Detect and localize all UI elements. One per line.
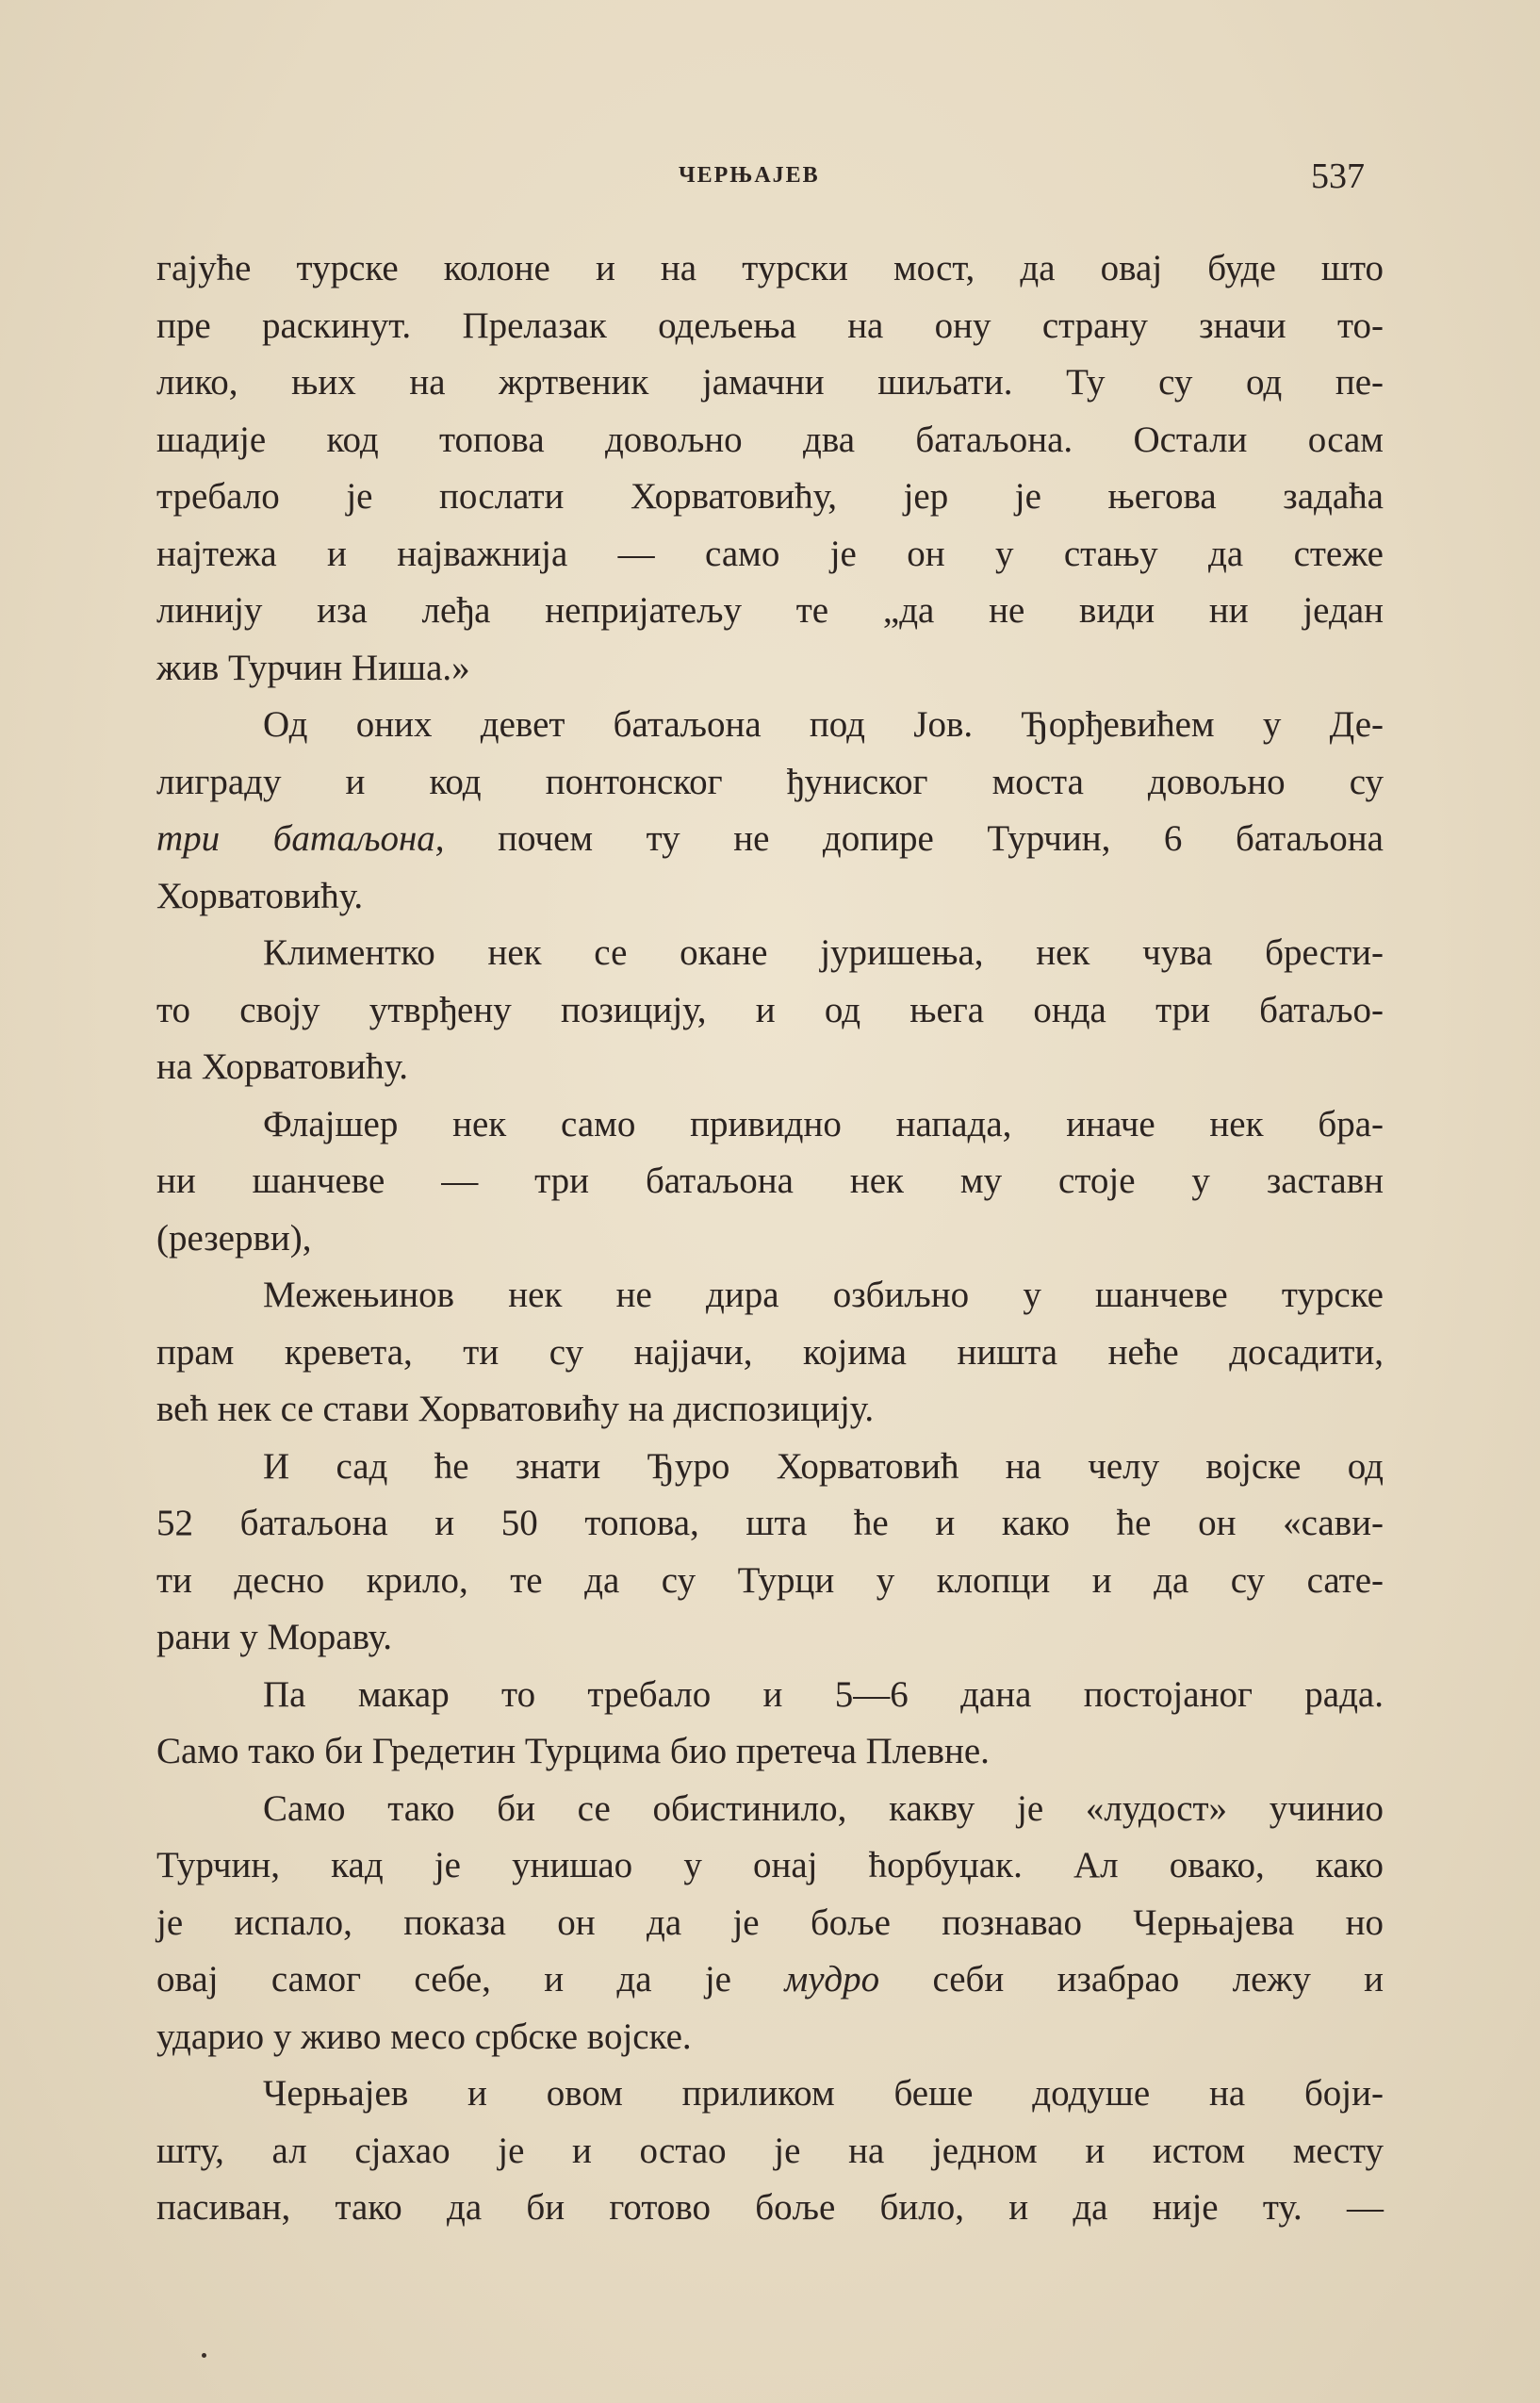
text-line: Межењинов нек не дира озбиљно у шанчеве турске <box>263 1275 1384 1315</box>
text-line: Па макар то требало и 5—6 дана постојаног рада. <box>263 1673 1384 1715</box>
text-fragment: себи изабрао лежу и <box>932 1959 1384 2000</box>
text-line: лиграду и код понтонског ђуниског моста довољно су <box>156 761 1384 802</box>
text-line: Климентко нек се окане јуришења, нек чува брести- <box>263 932 1384 973</box>
text-line: Турчин, кад је унишао у онај ћорбуџак. Ал овако, како <box>156 1845 1384 1885</box>
text-line: Од оних девет батаљона под Јов. Ђорђевићем у Де- <box>263 704 1384 745</box>
text-line: рани у Мораву. <box>156 1617 392 1657</box>
text-line: требало је послати Хорватовићу, јер је његова задаћа <box>156 476 1384 517</box>
body-text <box>156 240 1384 2237</box>
running-head <box>0 156 1540 196</box>
text-line: шадије код топова довољно два батаљона. Остали осам <box>156 419 1384 460</box>
text-line: лико, њих на жртвеник јамачни шиљати. Ту су од пе- <box>156 362 1384 403</box>
text-line-mixed <box>156 1951 1384 2009</box>
text-line: шту, ал сјахао је и остао је на једном и истом месту <box>156 2130 1384 2171</box>
text-line: најтежа и најважнија — само је он у стању да стеже <box>156 533 1384 574</box>
text-line: И сад ће знати Ђуро Хорватовић на челу војске од <box>263 1445 1384 1487</box>
paper-speck <box>202 2353 206 2358</box>
text-line: ударио у живо месо србске војске. <box>156 2016 692 2057</box>
text-line: Само тако би Гредетин Турцима био претеча Плевне. <box>156 1731 990 1771</box>
text-fragment: почем ту не допире Турчин, 6 батаљона <box>498 818 1384 859</box>
running-title: ЧЕРЊАЈЕВ <box>679 163 820 188</box>
text-fragment: овај самог себе, и да је <box>156 1959 731 2000</box>
text-line: 52 батаљона и 50 топова, шта ће и како ће он «сави- <box>156 1503 1384 1543</box>
italic-phrase: три батаљона, <box>156 818 445 859</box>
text-line: Флајшер нек само привидно напада, иначе нек бра- <box>263 1103 1384 1144</box>
text-line: је испало, показа он да је боље познавао Черњајева но <box>156 1901 1384 1943</box>
text-line: жив Турчин Ниша.» <box>156 647 470 688</box>
text-line: Черњајев и овом приликом беше додуше на боји- <box>263 2073 1384 2114</box>
text-line: гајуће турске колоне и на турски мост, да овај буде што <box>156 248 1384 288</box>
text-line: прам кревета, ти су најјачи, којима ништа неће досадити, <box>156 1331 1384 1373</box>
page-number: 537 <box>1311 156 1365 196</box>
text-line: Само тако би се обистинило, какву је «лудост» учинио <box>263 1787 1384 1829</box>
text-line: ни шанчеве — три батаљона нек му стоје у заставн <box>156 1160 1384 1201</box>
italic-phrase: мудро <box>784 1959 880 2000</box>
text-line: (резерви), <box>156 1217 312 1259</box>
text-line: линију иза леђа непријатељу те „да не види ни један <box>156 590 1384 631</box>
text-line: већ нек се стави Хорватовићу на диспозицију. <box>156 1389 875 1429</box>
text-line: ти десно крило, те да су Турци у клопци и да су сате- <box>156 1559 1384 1601</box>
text-line: пасиван, тако да би готово боље било, и да није ту. — <box>156 2187 1384 2228</box>
text-line: Хорватовићу. <box>156 875 364 916</box>
text-line: то своју утврђену позицију, и од њега онда три батаљо- <box>156 989 1384 1030</box>
text-line-mixed <box>156 811 1384 868</box>
text-line: пре раскинут. Прелазак одељења на ону страну значи то- <box>156 304 1384 346</box>
text-line: на Хорватовићу. <box>156 1046 409 1087</box>
